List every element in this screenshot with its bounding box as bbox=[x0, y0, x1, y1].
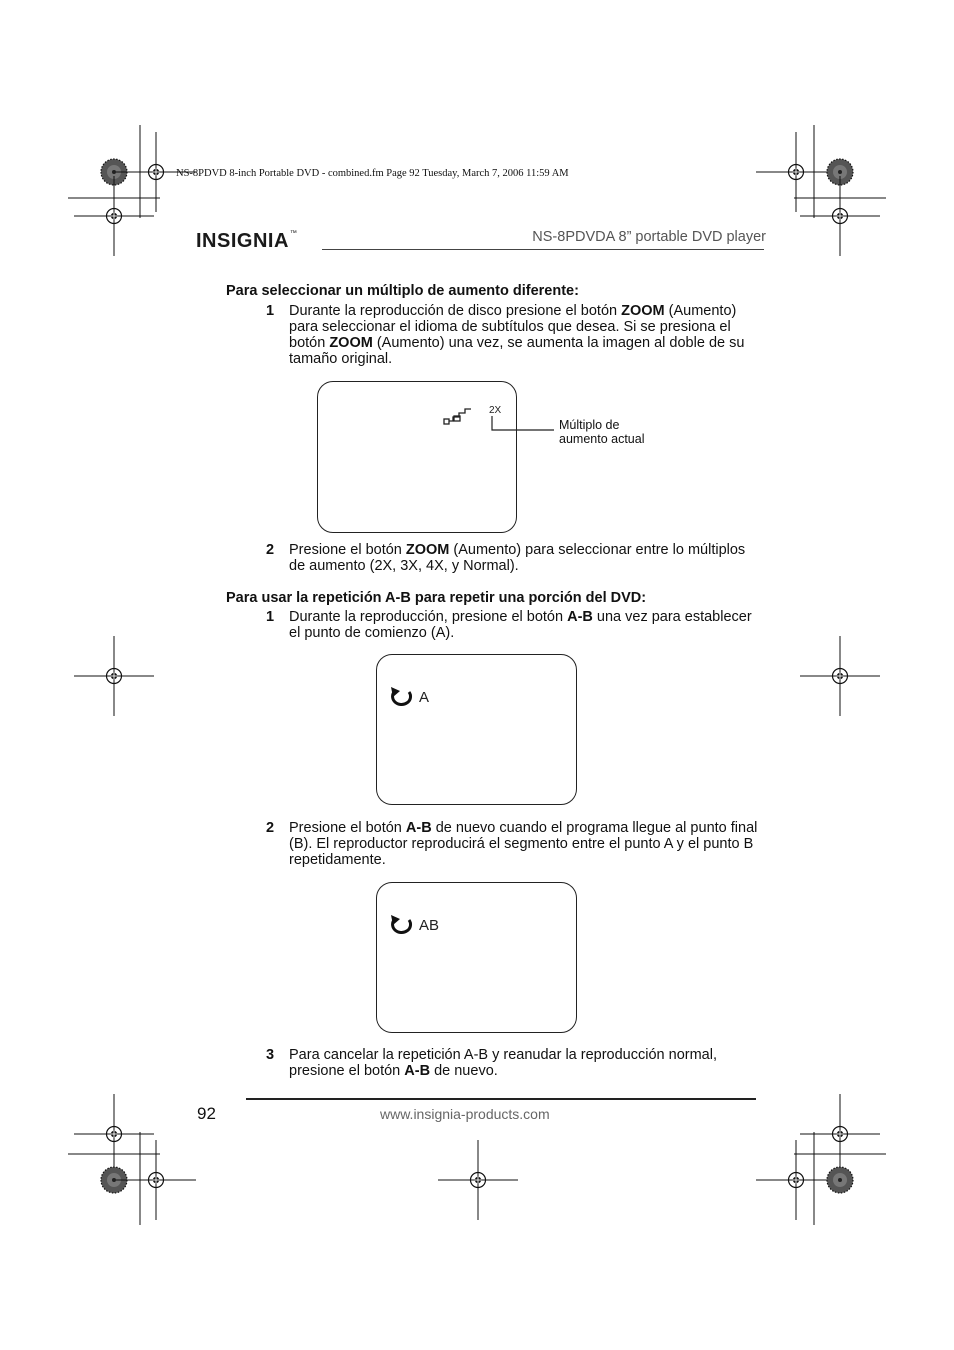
repeat-osd-ab: AB bbox=[419, 917, 440, 934]
trademark-symbol: ™ bbox=[289, 230, 298, 237]
screen-repeat-ab-figure bbox=[376, 882, 577, 1033]
step-number: 1 bbox=[266, 303, 275, 319]
screen-repeat-a-figure bbox=[376, 654, 577, 805]
header-title: NS-8PDVDA 8” portable DVD player bbox=[532, 229, 766, 245]
repeat-icon bbox=[387, 914, 417, 936]
step-number: 1 bbox=[266, 609, 275, 625]
step-text: Durante la reproducción de disco presione el botón ZOOM (Aumento) para seleccionar el idioma de subtítulos que desea. Si se presiona el botón ZOOM (Aumento) una vez, se aumenta la imagen al doble de su tamaño original. bbox=[289, 303, 745, 367]
screen-zoom-figure bbox=[317, 381, 517, 533]
step-text: Presione el botón A-B de nuevo cuando el programa llegue al punto final (B). El reproductor reproducirá el segmento entre el punto A y el punto B repetidamente. bbox=[289, 820, 758, 868]
section-heading-repeat: Para usar la repetición A-B para repetir una porción del DVD: bbox=[226, 590, 647, 606]
step-number: 3 bbox=[266, 1047, 275, 1063]
repeat-icon bbox=[387, 686, 417, 708]
footer-rule bbox=[246, 1098, 756, 1100]
page-number: 92 bbox=[197, 1104, 216, 1123]
brand-name: INSIGNIA bbox=[196, 230, 289, 252]
brand-logo bbox=[196, 230, 297, 253]
step-text: Para cancelar la repetición A-B y reanudar la reproducción normal, presione el botón A-B de nuevo. bbox=[289, 1047, 717, 1079]
slug-line: NS-8PDVD 8-inch Portable DVD - combined.fm Page 92 Tuesday, March 7, 2006 11:59 AM bbox=[176, 168, 569, 179]
zoom-value: 2X bbox=[489, 405, 502, 416]
step-text: Durante la reproducción, presione el botón A-B una vez para establecer el punto de comienzo (A). bbox=[289, 609, 752, 641]
repeat-osd-a: A bbox=[419, 689, 430, 706]
callout-label: Múltiplo de aumento actual bbox=[559, 418, 645, 446]
section-heading-zoom: Para seleccionar un múltiplo de aumento diferente: bbox=[226, 283, 579, 299]
header-rule bbox=[322, 249, 764, 250]
zoom-icon bbox=[443, 408, 473, 426]
callout-line bbox=[490, 415, 556, 433]
step-text: Presione el botón ZOOM (Aumento) para seleccionar entre lo múltiplos de aumento (2X, 3X, 4X, y Normal). bbox=[289, 542, 746, 574]
footer-url[interactable]: www.insignia-products.com bbox=[380, 1106, 550, 1122]
step-number: 2 bbox=[266, 542, 275, 558]
step-number: 2 bbox=[266, 820, 275, 836]
